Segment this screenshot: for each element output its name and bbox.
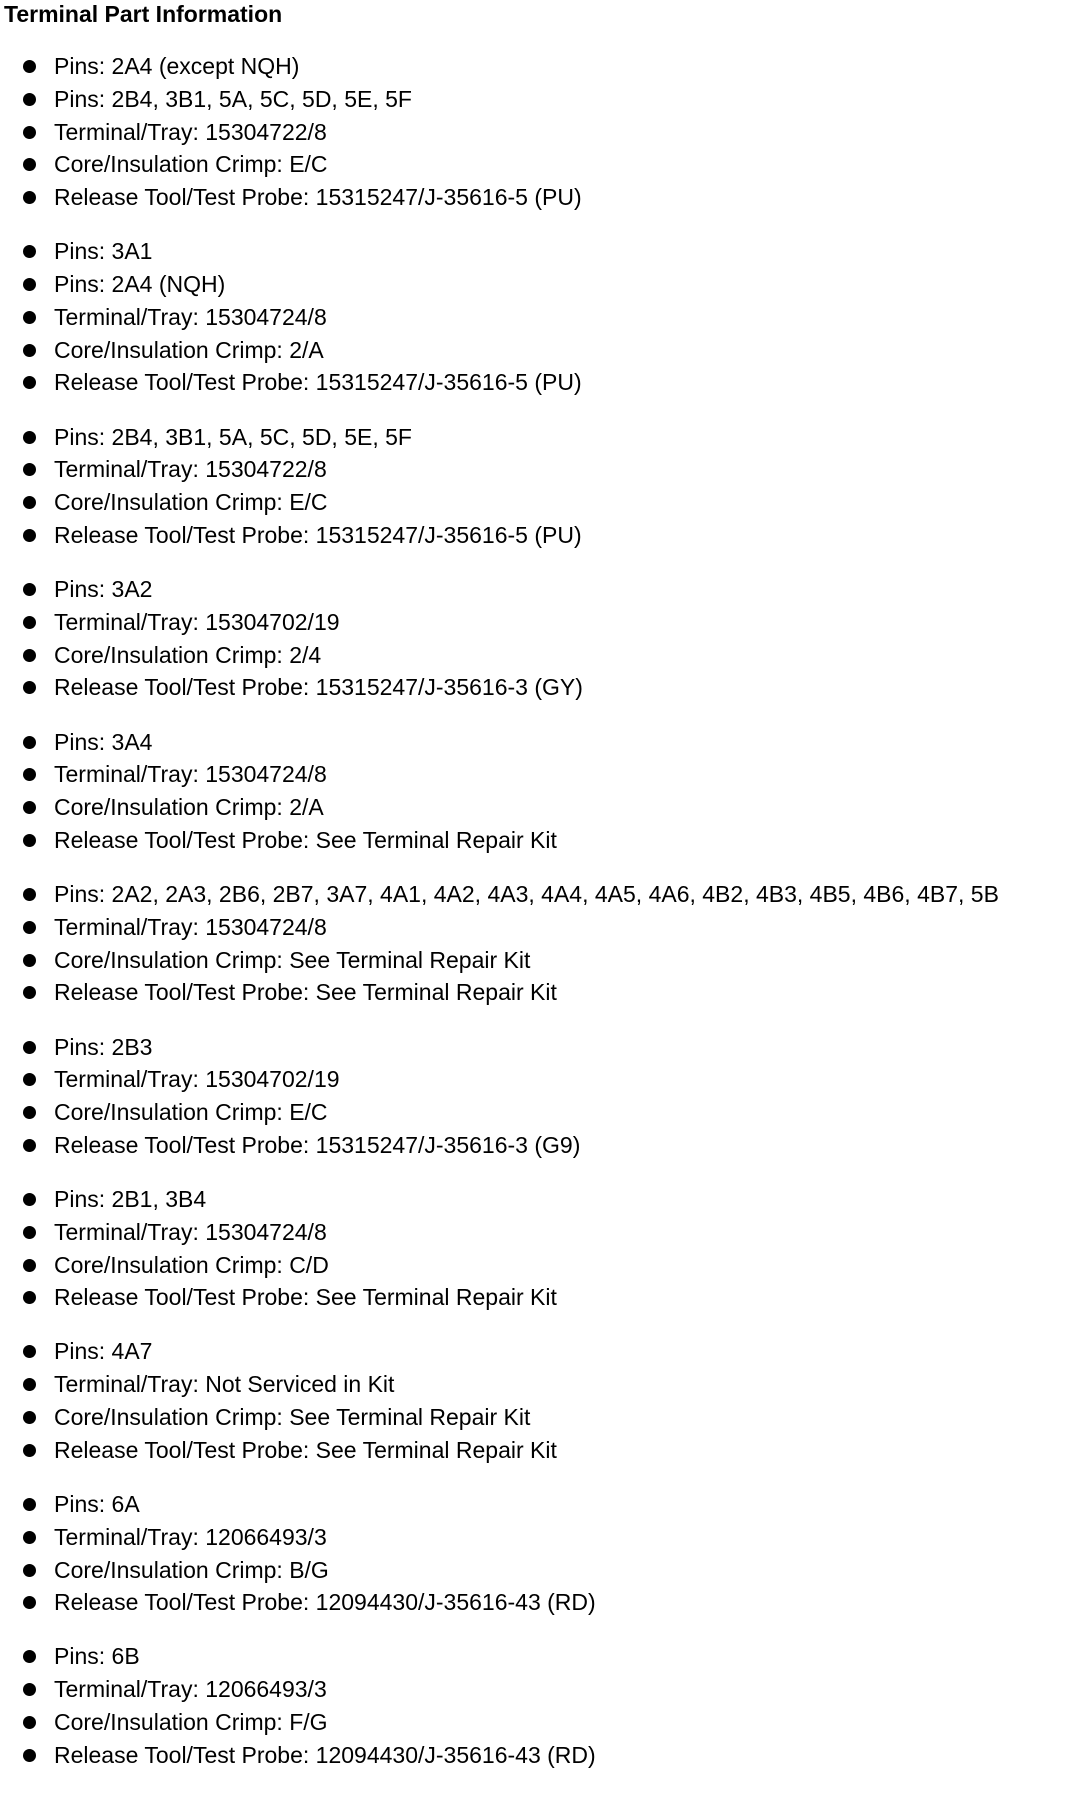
bullet-icon bbox=[23, 888, 36, 901]
item-text: Release Tool/Test Probe: 12094430/J-35616-43 (RD) bbox=[54, 1589, 596, 1616]
bullet-icon bbox=[23, 93, 36, 106]
item-text: Release Tool/Test Probe: 15315247/J-35616-3 (GY) bbox=[54, 674, 583, 701]
bullet-icon bbox=[23, 1498, 36, 1511]
bullet-icon bbox=[23, 1749, 36, 1762]
item-text: Core/Insulation Crimp: B/G bbox=[54, 1556, 329, 1583]
list-item bbox=[0, 486, 1088, 519]
list-item bbox=[0, 726, 1088, 759]
item-text: Pins: 2B3 bbox=[54, 1033, 153, 1060]
bullet-icon bbox=[23, 431, 36, 444]
terminal-group bbox=[0, 50, 1088, 214]
terminal-group bbox=[0, 1640, 1088, 1771]
bullet-icon bbox=[23, 126, 36, 139]
list-item bbox=[0, 148, 1088, 181]
item-text: Pins: 4A7 bbox=[54, 1338, 153, 1365]
page-title: Terminal Part Information bbox=[4, 1, 283, 27]
list-item bbox=[0, 944, 1088, 977]
bullet-icon bbox=[23, 986, 36, 999]
bullet-icon bbox=[23, 954, 36, 967]
list-item bbox=[0, 1216, 1088, 1249]
item-text: Core/Insulation Crimp: 2/A bbox=[54, 336, 324, 363]
item-text: Core/Insulation Crimp: F/G bbox=[54, 1709, 328, 1736]
bullet-icon bbox=[23, 191, 36, 204]
bullet-icon bbox=[23, 801, 36, 814]
terminal-groups bbox=[0, 50, 1088, 1793]
terminal-group bbox=[0, 878, 1088, 1009]
item-text: Core/Insulation Crimp: C/D bbox=[54, 1251, 329, 1278]
list-item bbox=[0, 366, 1088, 399]
list-item bbox=[0, 235, 1088, 268]
bullet-icon bbox=[23, 311, 36, 324]
list-item bbox=[0, 50, 1088, 83]
item-text: Terminal/Tray: 15304724/8 bbox=[54, 303, 327, 330]
bullet-icon bbox=[23, 768, 36, 781]
item-text: Pins: 2A4 (except NQH) bbox=[54, 53, 300, 79]
item-text: Terminal/Tray: Not Serviced in Kit bbox=[54, 1371, 395, 1398]
list-item bbox=[0, 976, 1088, 1009]
item-text: Terminal/Tray: 15304724/8 bbox=[54, 761, 327, 788]
list-item bbox=[0, 1249, 1088, 1282]
bullet-icon bbox=[23, 344, 36, 357]
item-text: Pins: 3A4 bbox=[54, 728, 153, 755]
bullet-icon bbox=[23, 1106, 36, 1119]
item-text: Terminal/Tray: 15304724/8 bbox=[54, 913, 327, 940]
item-text: Pins: 2A2, 2A3, 2B6, 2B7, 3A7, 4A1, 4A2, 4A3, 4A4, 4A5, 4A6, 4B2, 4B3, 4B5, 4B6, 4B7, 5B bbox=[54, 881, 999, 908]
item-text: Pins: 2B4, 3B1, 5A, 5C, 5D, 5E, 5F bbox=[54, 85, 412, 112]
item-text: Pins: 2A4 (NQH) bbox=[54, 271, 226, 298]
item-text: Core/Insulation Crimp: E/C bbox=[54, 1099, 328, 1126]
item-text: Release Tool/Test Probe: 15315247/J-35616-5 (PU) bbox=[54, 184, 582, 211]
bullet-icon bbox=[23, 376, 36, 389]
bullet-icon bbox=[23, 529, 36, 542]
list-item bbox=[0, 878, 1088, 911]
item-text: Pins: 6A bbox=[54, 1490, 140, 1517]
item-text: Core/Insulation Crimp: E/C bbox=[54, 151, 328, 178]
bullet-icon bbox=[23, 736, 36, 749]
bullet-icon bbox=[23, 1291, 36, 1304]
item-text: Release Tool/Test Probe: 12094430/J-35616-43 (RD) bbox=[54, 1741, 596, 1768]
bullet-icon bbox=[23, 496, 36, 509]
list-item bbox=[0, 268, 1088, 301]
terminal-group bbox=[0, 1031, 1088, 1162]
bullet-icon bbox=[23, 1716, 36, 1729]
item-text: Pins: 3A2 bbox=[54, 576, 153, 603]
list-item bbox=[0, 116, 1088, 149]
list-item bbox=[0, 181, 1088, 214]
list-item bbox=[0, 1640, 1088, 1673]
bullet-icon bbox=[23, 1531, 36, 1544]
item-text: Terminal/Tray: 15304702/19 bbox=[54, 608, 340, 635]
terminal-group bbox=[0, 1183, 1088, 1314]
list-item bbox=[0, 453, 1088, 486]
item-text: Release Tool/Test Probe: 15315247/J-35616-5 (PU) bbox=[54, 521, 582, 548]
item-text: Terminal/Tray: 15304722/8 bbox=[54, 456, 327, 483]
item-text: Pins: 2B4, 3B1, 5A, 5C, 5D, 5E, 5F bbox=[54, 423, 412, 450]
bullet-icon bbox=[23, 1139, 36, 1152]
list-item bbox=[0, 301, 1088, 334]
list-item bbox=[0, 334, 1088, 367]
bullet-icon bbox=[23, 1073, 36, 1086]
list-item bbox=[0, 1739, 1088, 1772]
item-text: Release Tool/Test Probe: See Terminal Repair Kit bbox=[54, 1284, 557, 1311]
bullet-icon bbox=[23, 1596, 36, 1609]
item-text: Release Tool/Test Probe: 15315247/J-35616-3 (G9) bbox=[54, 1131, 581, 1158]
item-text: Terminal/Tray: 15304722/8 bbox=[54, 118, 327, 145]
bullet-icon bbox=[23, 245, 36, 258]
bullet-icon bbox=[23, 1411, 36, 1424]
bullet-icon bbox=[23, 1683, 36, 1696]
bullet-icon bbox=[23, 278, 36, 291]
item-text: Terminal/Tray: 15304724/8 bbox=[54, 1218, 327, 1245]
bullet-icon bbox=[23, 616, 36, 629]
list-item bbox=[0, 606, 1088, 639]
terminal-group bbox=[0, 235, 1088, 399]
bullet-icon bbox=[23, 1345, 36, 1358]
item-text: Pins: 3A1 bbox=[54, 238, 153, 265]
list-item bbox=[0, 1434, 1088, 1467]
list-item bbox=[0, 639, 1088, 672]
list-item bbox=[0, 1706, 1088, 1739]
item-text: Release Tool/Test Probe: See Terminal Repair Kit bbox=[54, 979, 557, 1006]
list-item bbox=[0, 1129, 1088, 1162]
item-text: Pins: 6B bbox=[54, 1643, 140, 1670]
item-text: Release Tool/Test Probe: See Terminal Repair Kit bbox=[54, 826, 557, 853]
item-text: Pins: 2B1, 3B4 bbox=[54, 1185, 207, 1212]
terminal-group bbox=[0, 726, 1088, 857]
list-item bbox=[0, 791, 1088, 824]
list-item bbox=[0, 1368, 1088, 1401]
item-text: Release Tool/Test Probe: 15315247/J-35616-5 (PU) bbox=[54, 369, 582, 396]
list-item bbox=[0, 1281, 1088, 1314]
list-item bbox=[0, 1335, 1088, 1368]
list-item bbox=[0, 1401, 1088, 1434]
bullet-icon bbox=[23, 1041, 36, 1054]
item-text: Core/Insulation Crimp: See Terminal Repair Kit bbox=[54, 946, 531, 973]
item-text: Terminal/Tray: 12066493/3 bbox=[54, 1523, 327, 1550]
bullet-icon bbox=[23, 1193, 36, 1206]
list-item bbox=[0, 1063, 1088, 1096]
bullet-icon bbox=[23, 1650, 36, 1663]
terminal-group bbox=[0, 421, 1088, 552]
bullet-icon bbox=[23, 649, 36, 662]
bullet-icon bbox=[23, 1378, 36, 1391]
item-text: Terminal/Tray: 15304702/19 bbox=[54, 1066, 340, 1093]
bullet-icon bbox=[23, 921, 36, 934]
list-item bbox=[0, 1031, 1088, 1064]
list-item bbox=[0, 1488, 1088, 1521]
list-item bbox=[0, 1096, 1088, 1129]
list-item bbox=[0, 671, 1088, 704]
item-text: Core/Insulation Crimp: See Terminal Repair Kit bbox=[54, 1404, 531, 1431]
bullet-icon bbox=[23, 158, 36, 171]
terminal-group bbox=[0, 573, 1088, 704]
list-item bbox=[0, 1586, 1088, 1619]
list-item bbox=[0, 421, 1088, 454]
terminal-group bbox=[0, 1488, 1088, 1619]
item-text: Core/Insulation Crimp: 2/A bbox=[54, 794, 324, 821]
bullet-icon bbox=[23, 1444, 36, 1457]
list-item bbox=[0, 573, 1088, 606]
bullet-icon bbox=[23, 60, 36, 73]
item-text: Release Tool/Test Probe: See Terminal Repair Kit bbox=[54, 1436, 557, 1463]
bullet-icon bbox=[23, 1259, 36, 1272]
item-text: Core/Insulation Crimp: E/C bbox=[54, 489, 328, 516]
terminal-group bbox=[0, 1335, 1088, 1466]
bullet-icon bbox=[23, 681, 36, 694]
list-item bbox=[0, 519, 1088, 552]
bullet-icon bbox=[23, 463, 36, 476]
bullet-icon bbox=[23, 1564, 36, 1577]
list-item bbox=[0, 758, 1088, 791]
list-item bbox=[0, 911, 1088, 944]
item-text: Terminal/Tray: 12066493/3 bbox=[54, 1676, 327, 1703]
bullet-icon bbox=[23, 583, 36, 596]
bullet-icon bbox=[23, 834, 36, 847]
item-text: Core/Insulation Crimp: 2/4 bbox=[54, 641, 322, 668]
list-item bbox=[0, 1183, 1088, 1216]
list-item bbox=[0, 1673, 1088, 1706]
list-item bbox=[0, 824, 1088, 857]
bullet-icon bbox=[23, 1226, 36, 1239]
list-item bbox=[0, 1521, 1088, 1554]
list-item bbox=[0, 1554, 1088, 1587]
list-item bbox=[0, 83, 1088, 116]
